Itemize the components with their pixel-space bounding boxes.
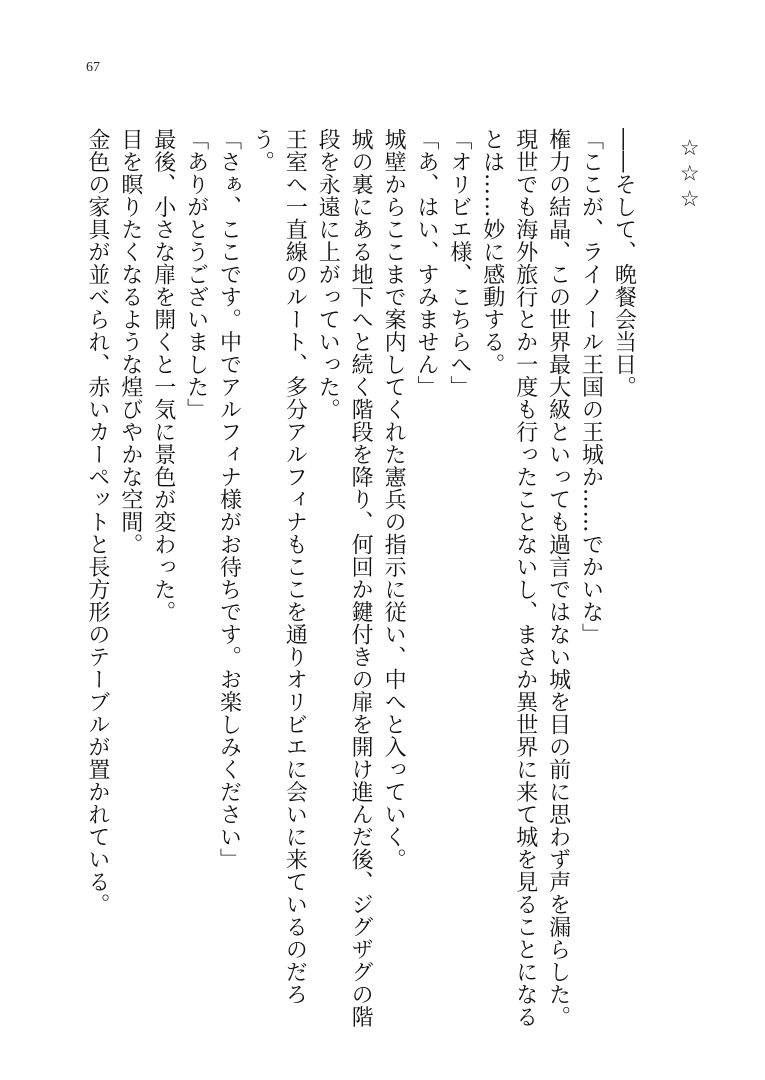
paragraph-narration: 金色の家具が並べられ、赤いカーペットと長方形のテーブルが置かれている。 — [84, 128, 110, 916]
paragraph-dialogue: 「さぁ、ここです。中でアルフィナ様がお待ちです。お楽しみください」 — [216, 128, 242, 871]
paragraph-narration: 目を瞑りたくなるような煌びやかな空間。 — [117, 128, 143, 556]
paragraph-narration: 城の裏にある地下へと続く階段を降り、何回か鍵付きの扉を開け進んだ後、ジグザグの階段を永遠に上がっていった。 — [315, 128, 374, 1028]
paragraph-dialogue: 「あ、はい、すみません」 — [413, 128, 439, 398]
paragraph-narration: 最後、小さな扉を開くと一気に景色が変わった。 — [150, 128, 176, 623]
paragraph-narration: 現世でも海外旅行とか一度も行ったことないし、まさか異世界に来て城を見ることになるとは……妙に感動する。 — [479, 128, 538, 1028]
paragraph-dialogue: 「オリビエ様、こちらへ」 — [446, 128, 472, 398]
blank-line — [639, 128, 672, 1028]
novel-text-body — [80, 128, 715, 1028]
paragraph-narration: ――そして、晩餐会当日。 — [611, 128, 637, 398]
vertical-text-column-group — [80, 128, 705, 1028]
paragraph-dialogue: 「ありがとうございました」 — [183, 128, 209, 421]
page-number: 67 — [86, 60, 100, 75]
paragraph-narration: 王室へ一直線のルート、多分アルフィナもここを通りオリビエに会いに来ているのだろう。 — [249, 128, 308, 1006]
section-break-stars: ☆☆☆ — [677, 136, 703, 213]
paragraph-narration: 権力の結晶、この世界最大級といっても過言ではない城を目の前に思わず声を漏らした。 — [545, 128, 571, 1028]
paragraph-dialogue: 「ここが、ライノール王国の王城か……でかいな」 — [578, 128, 604, 646]
paragraph-narration: 城壁からここまで案内してくれた憲兵の指示に従い、中へと入っていく。 — [381, 128, 407, 871]
